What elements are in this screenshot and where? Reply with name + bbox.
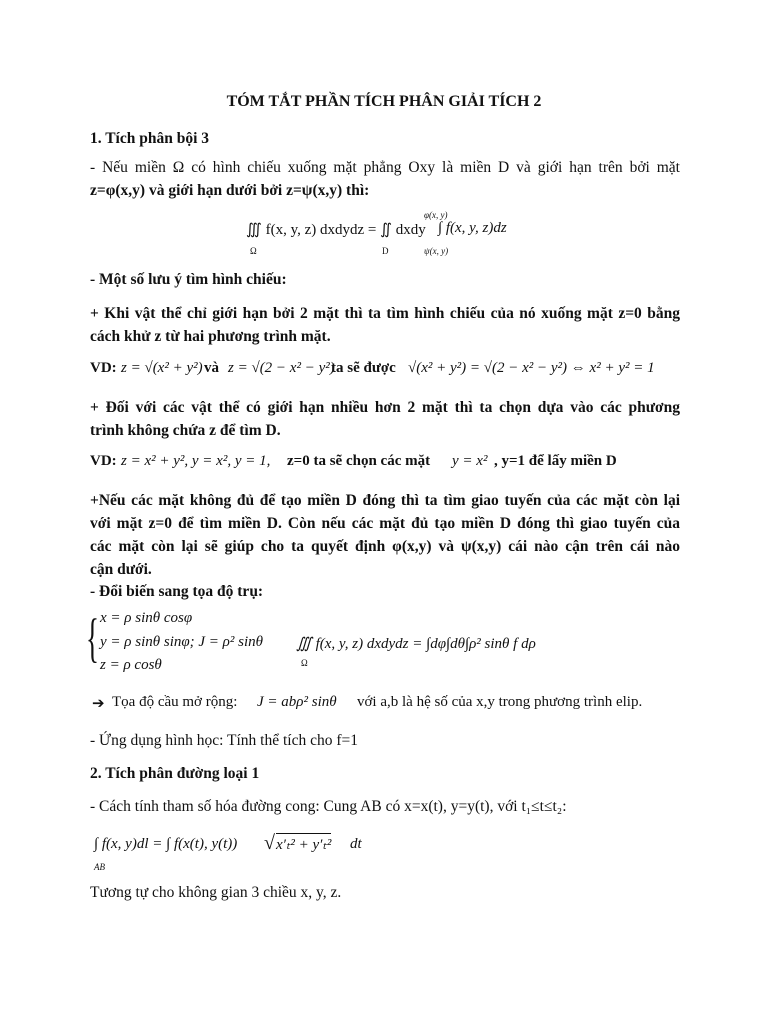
paragraph-line: - Cách tính tham số hóa đường cong: Cung AB có x=x(t), y=y(t), với t₁≤t≤t₂: [90,798,567,815]
example-text: z=0 ta sẽ chọn các mặt [287,453,431,469]
upper-bound: φ(x, y) [424,210,448,220]
rule-line: + Khi vật thể chỉ giới hạn bởi 2 mặt thì ta tìm hình chiếu của nó xuống mặt z=0 bằng [90,305,680,322]
rule-line: các mặt còn lại sẽ giúp cho ta quyết định φ(x,y) và ψ(x,y) cái nào cận trên cái nào [90,538,680,555]
rule-line: cách khử z từ hai phương trình mặt. [90,328,331,345]
formula-left: ∭ f(x, y, z) dxdydz = ∬ dxdy [246,222,426,238]
formula-dt: dt [350,836,362,852]
rule-line: trình không chứa z để tìm D. [90,422,281,439]
paragraph-line: z=φ(x,y) và giới hạn dưới bởi z=ψ(x,y) thì: [90,182,370,199]
rule-line: +Nếu các mặt không đủ để tạo miền D đóng thì ta tìm giao tuyến của các mặt còn lại [90,492,680,509]
AB-subscript: AB [94,862,105,872]
note-heading: - Một số lưu ý tìm hình chiếu: [90,271,287,288]
example-result: √(x² + y²) = √(2 − x² − y²) ⇔ x² + y² = 1 [408,360,655,376]
system-line: y = ρ sinθ sinφ; J = ρ² sinθ [100,634,264,650]
lower-bound: ψ(x, y) [424,246,449,256]
system-line: x = ρ sinθ cosφ [100,610,193,626]
rule-line: + Đối với các vật thể có giới hạn nhiều hơn 2 mặt thì ta chọn dựa vào các phương [90,399,680,416]
spherical-text: với a,b là hệ số của x,y trong phương trình elip. [357,694,643,710]
sqrt-content: x′ₜ² + y′ₜ² [276,833,331,854]
spherical-text: Tọa độ cầu mở rộng: [112,694,238,710]
D-subscript: D [382,246,389,256]
example-text: , y=1 để lấy miền D [494,453,617,469]
system-integral: ∭ f(x, y, z) dxdydz = ∫dφ∫dθ∫ρ² sinθ f dρ [296,636,536,652]
example-eq: z = √(x² + y²) [121,360,203,376]
system-line: z = ρ cosθ [100,657,162,673]
rule-line: với mặt z=0 để tìm miền D. Còn nếu các mặt đủ tạo miền D đóng thì giao tuyến của [90,515,680,532]
omega-subscript: Ω [301,658,308,668]
example-label: VD: [90,360,117,376]
brace-icon: { [86,608,99,668]
page-title: TÓM TẮT PHẦN TÍCH PHÂN GIẢI TÍCH 2 [226,93,542,110]
paragraph-line: Tương tự cho không gian 3 chiều x, y, z. [90,884,342,901]
cylindrical-heading: - Đổi biến sang tọa độ trụ: [90,583,264,600]
example-eq: y = x² [452,453,488,469]
sqrt-icon: √ [264,832,275,854]
section-1-heading: 1. Tích phân bội 3 [90,130,210,147]
section-2-heading: 2. Tích phân đường loại 1 [90,765,260,782]
application-line: - Ứng dụng hình học: Tính thể tích cho f=1 [90,732,359,749]
spherical-eq: J = abρ² sinθ [257,694,337,710]
rule-line: cận dưới. [90,561,152,578]
example-eq: z = x² + y², y = x², y = 1, [121,453,271,469]
example-word: và [204,360,219,376]
omega-subscript: Ω [250,246,257,256]
example-text: ta sẽ được [331,360,396,376]
formula-left: ∫ f(x, y)dl = ∫ f(x(t), y(t)) [94,836,238,852]
example-eq: z = √(2 − x² − y²) [228,360,335,376]
formula-right: ∫ f(x, y, z)dz [438,220,507,236]
arrow-icon: ➔ [92,696,105,712]
paragraph-line: - Nếu miền Ω có hình chiếu xuống mặt phẳng Oxy là miền D và giới hạn trên bởi mặt [90,159,680,176]
example-label: VD: [90,453,117,469]
